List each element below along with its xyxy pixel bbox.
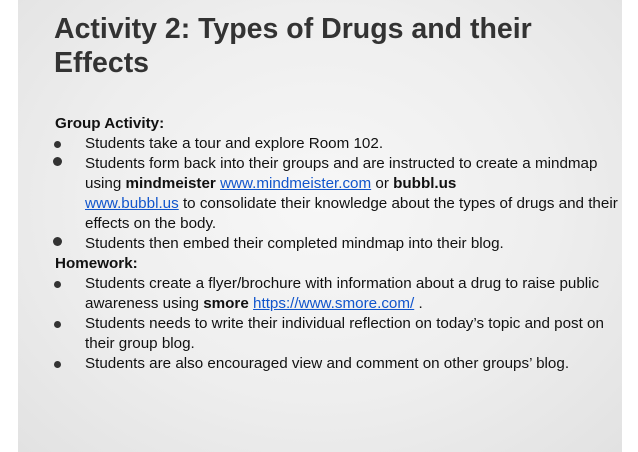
- mindmeister-link[interactable]: www.mindmeister.com: [220, 175, 372, 192]
- bullet-icon: [54, 361, 61, 368]
- bubblus-tool-name: bubbl.us: [393, 175, 457, 192]
- slide: [18, 0, 622, 452]
- slide-body: [48, 114, 618, 374]
- mindmeister-tool-name: mindmeister: [125, 175, 216, 192]
- list-item: Students then embed their completed mindmap into their blog.: [48, 234, 618, 254]
- homework-list: [48, 274, 618, 374]
- smore-tool-name: smore: [203, 295, 249, 312]
- bullet-icon: [53, 157, 62, 166]
- homework-heading: Homework:: [55, 255, 138, 272]
- bubblus-link[interactable]: www.bubbl.us: [85, 195, 179, 212]
- group-activity-heading: Group Activity:: [55, 115, 165, 132]
- list-item: Students take a tour and explore Room 102.: [48, 134, 618, 154]
- slide-title: Activity 2: Types of Drugs and their Effects: [54, 13, 532, 79]
- bullet-icon: [54, 321, 61, 328]
- bullet-icon: [54, 281, 61, 288]
- list-item: Students create a flyer/brochure with information about a drug to raise public awareness using smore https://www.smore.com/ .: [48, 274, 618, 314]
- list-item: Students form back into their groups and are instructed to create a mindmap using mindmeister www.mindmeister.com or bubbl.us www.bubbl.us to consolidate their knowledge about the types of drugs and their effects on the body.: [48, 154, 618, 234]
- group-activity-list: [48, 134, 618, 254]
- list-item: Students needs to write their individual reflection on today’s topic and post on their group blog.: [48, 314, 618, 354]
- bullet-icon: [53, 237, 62, 246]
- smore-link[interactable]: https://www.smore.com/: [253, 295, 415, 312]
- bullet-icon: [54, 141, 61, 148]
- list-item: Students are also encouraged view and comment on other groups’ blog.: [48, 354, 618, 374]
